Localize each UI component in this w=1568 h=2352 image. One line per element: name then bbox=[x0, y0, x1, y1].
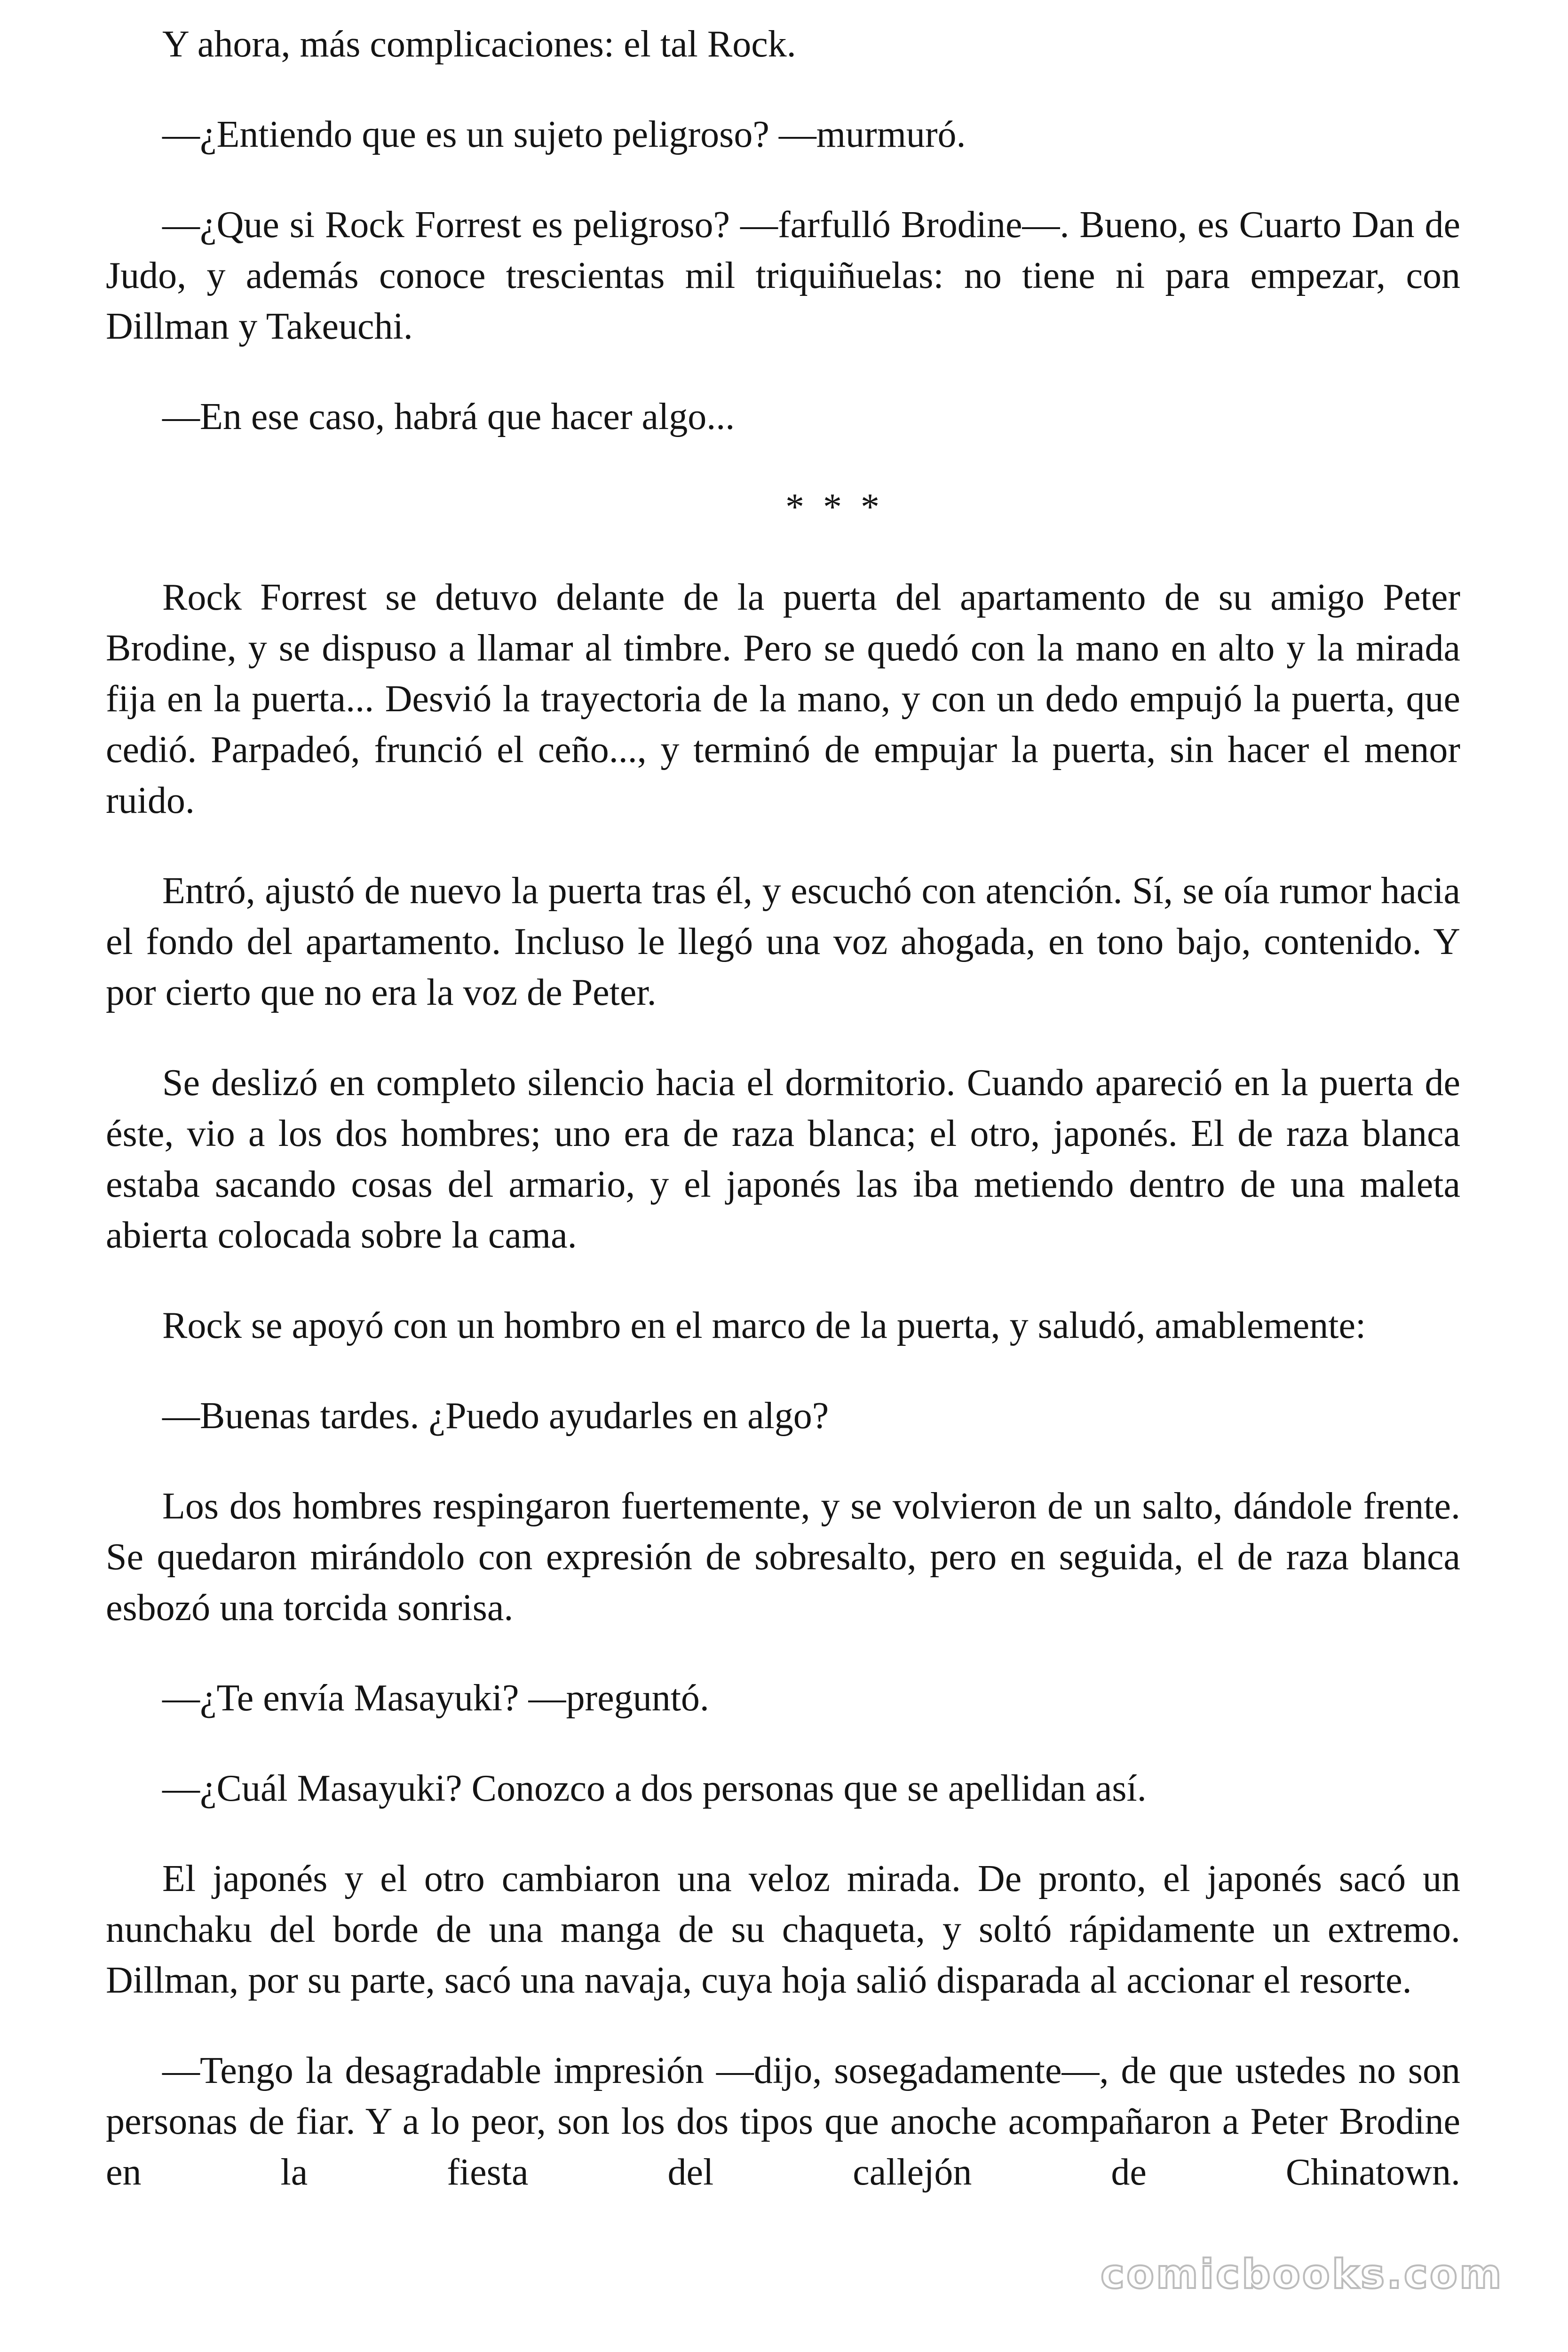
paragraph: —En ese caso, habrá que hacer algo... bbox=[162, 396, 735, 437]
paragraph: Los dos hombres respingaron fuertemente, y se volvieron de un salto, dándole frente. Se quedaron mirándolo con expresión de sobresalto, pero en seguida, el de raza blanca esbozó una torcida sonrisa. bbox=[106, 1486, 1460, 1629]
watermark-logo: comicbooks.com bbox=[1101, 2251, 1504, 2298]
paragraph: Entró, ajustó de nuevo la puerta tras él, y escuchó con atención. Sí, se oía rumor hacia el fondo del apartamento. Incluso le llegó una voz ahogada, en tono bajo, contenido. Y por cierto que no era la voz de Peter. bbox=[106, 870, 1460, 1013]
paragraph: —Tengo la desagradable impresión —dijo, sosegadamente—, de que ustedes no son personas de fiar. Y a lo peor, son los dos tipos que anoche acompañaron a Peter Brodine en la fiesta del callejón de Chinatown. bbox=[106, 2050, 1460, 2193]
paragraph: Y ahora, más complicaciones: el tal Rock. bbox=[162, 24, 796, 65]
paragraph: Rock Forrest se detuvo delante de la puerta del apartamento de su amigo Peter Brodine, y se dispuso a llamar al timbre. Pero se quedó con la mano en alto y la mirada fija en la puerta... Desvió la trayectoria de la mano, y con un dedo empujó la puerta, que cedió. Parpadeó, frunció el ceño..., y terminó de empujar la puerta, sin hacer el menor ruido. bbox=[106, 577, 1460, 821]
paragraph: Rock se apoyó con un hombro en el marco de la puerta, y saludó, amablemente: bbox=[162, 1305, 1366, 1346]
paragraph: El japonés y el otro cambiaron una veloz mirada. De pronto, el japonés sacó un nunchaku del borde de una manga de su chaqueta, y soltó rápidamente un extremo. Dillman, por su parte, sacó una navaja, cuya hoja salió disparada al accionar el resorte. bbox=[106, 1858, 1460, 2001]
section-separator: * * * bbox=[785, 486, 884, 528]
paragraph: —¿Te envía Masayuki? —preguntó. bbox=[162, 1677, 709, 1719]
paragraph: —Buenas tardes. ¿Puedo ayudarles en algo? bbox=[162, 1395, 829, 1437]
paragraph: —¿Cuál Masayuki? Conozco a dos personas que se apellidan así. bbox=[162, 1768, 1147, 1809]
paragraph: —¿Entiendo que es un sujeto peligroso? —murmuró. bbox=[162, 114, 966, 155]
paragraph: —¿Que si Rock Forrest es peligroso? —farfulló Brodine—. Bueno, es Cuarto Dan de Judo, y además conoce trescientas mil triquiñuelas: no tiene ni para empezar, con Dillman y Takeuchi. bbox=[106, 204, 1460, 347]
document-page bbox=[106, 19, 1460, 2198]
paragraph: Se deslizó en completo silencio hacia el dormitorio. Cuando apareció en la puerta de éste, vio a los dos hombres; uno era de raza blanca; el otro, japonés. El de raza blanca estaba sacando cosas del armario, y el japonés las iba metiendo dentro de una maleta abierta colocada sobre la cama. bbox=[106, 1062, 1460, 1256]
